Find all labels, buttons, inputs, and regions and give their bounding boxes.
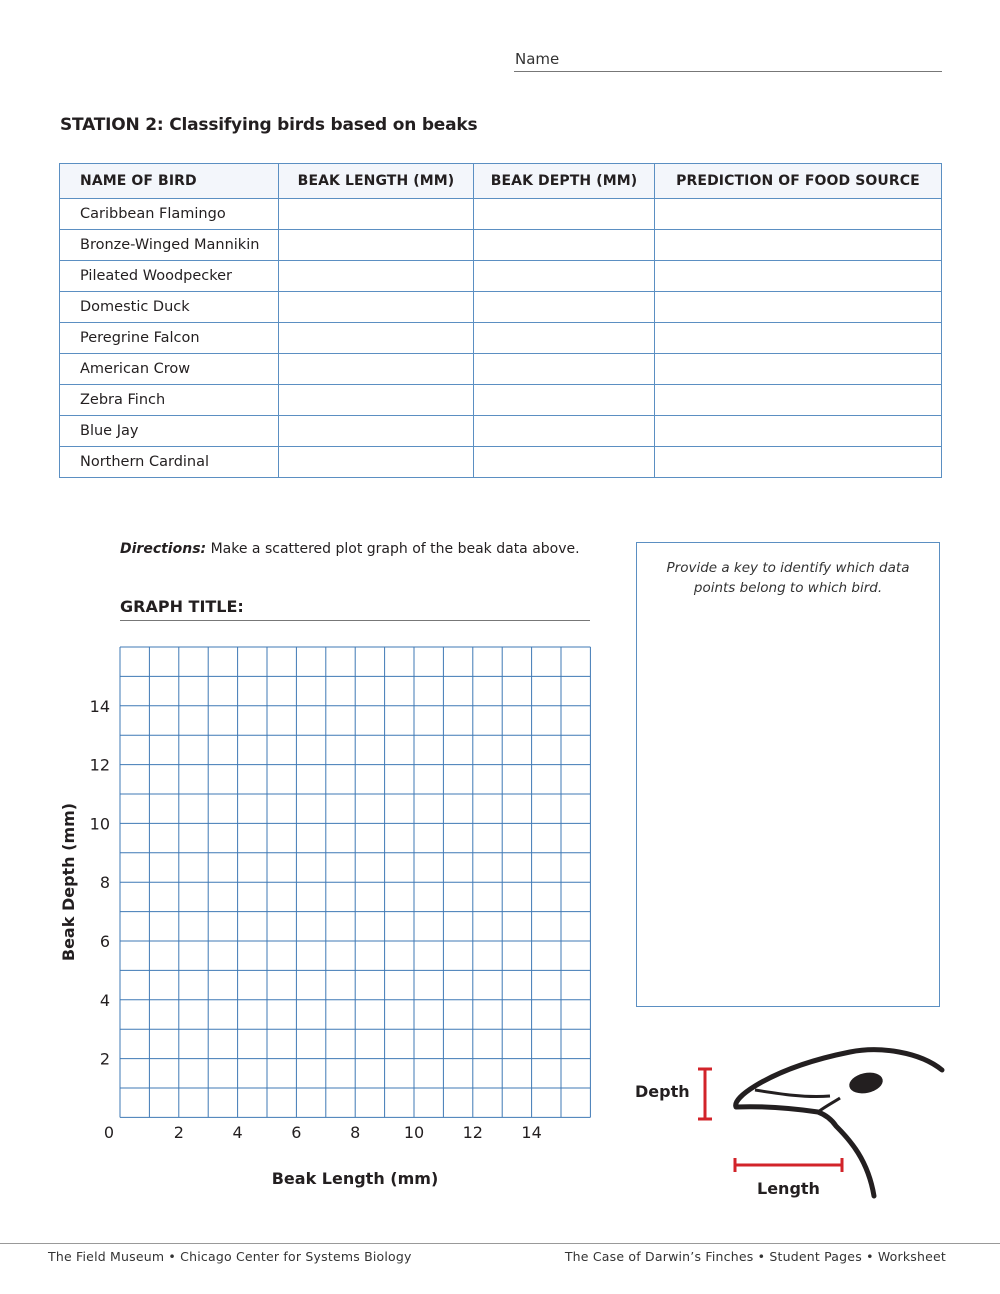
bird-name-cell: Blue Jay [60,416,279,447]
station-title: STATION 2: Classifying birds based on beaks [60,115,478,135]
x-tick-label: 0 [103,1123,115,1142]
bird-name-cell: Northern Cardinal [60,447,279,478]
x-tick-label: 12 [462,1123,483,1142]
y-tick-label: 10 [89,814,110,834]
bird-name-cell: American Crow [60,354,279,385]
bird-name-cell: Peregrine Falcon [60,323,279,354]
column-header-food-source: PREDICTION OF FOOD SOURCE [655,164,942,199]
y-tick-label: 12 [89,755,110,775]
footer-rule [0,1243,1000,1244]
length-label: Length [757,1179,820,1198]
y-tick-label: 14 [89,696,110,716]
y-tick-labels [90,697,110,1069]
key-box[interactable] [636,542,940,1007]
grid-lines [120,647,590,1117]
directions-label: Directions: [120,541,207,557]
column-header-name: NAME OF BIRD [60,164,279,199]
length-marker [735,1158,842,1172]
y-tick-label: 8 [99,873,110,893]
x-tick-label: 2 [173,1123,184,1142]
depth-marker [698,1069,712,1119]
depth-label: Depth [635,1082,690,1101]
name-label: Name [515,50,560,68]
footer-right: The Case of Darwin’s Finches • Student Pages • Worksheet [564,1249,946,1264]
column-header-beak-depth: BEAK DEPTH (MM) [474,164,655,199]
column-header-beak-length: BEAK LENGTH (MM) [279,164,474,199]
x-axis-label: Beak Length (mm) [271,1169,439,1188]
bird-name-cell: Bronze-Winged Mannikin [60,230,279,261]
x-tick-label: 10 [403,1123,425,1142]
beak-lower-line [818,1098,840,1112]
graph-title-label: GRAPH TITLE: [120,597,244,616]
x-tick-label: 6 [291,1123,302,1142]
key-instructions: Provide a key to identify which data points belong to which bird. [666,560,910,596]
y-axis-label: Beak Depth (mm) [59,802,78,962]
bird-head-outline [736,1050,942,1196]
bird-eye [847,1070,884,1097]
x-tick-label: 4 [232,1123,243,1142]
bird-name-cell: Pileated Woodpecker [60,261,279,292]
bird-name-cell: Domestic Duck [60,292,279,323]
y-tick-label: 6 [99,932,110,951]
beak-upper-line [755,1090,830,1097]
y-tick-label: 4 [99,990,110,1010]
directions-text: Make a scattered plot graph of the beak data above. [206,541,580,557]
x-tick-labels [104,1123,542,1142]
y-tick-label: 2 [99,1049,110,1069]
bird-name-cell: Zebra Finch [60,385,279,416]
bird-name-cell: Caribbean Flamingo [60,199,279,230]
x-tick-label: 14 [521,1123,542,1142]
footer-left: The Field Museum • Chicago Center for Systems Biology [48,1249,412,1264]
x-tick-label: 8 [350,1123,361,1142]
bird-head-illustration [736,1050,942,1196]
